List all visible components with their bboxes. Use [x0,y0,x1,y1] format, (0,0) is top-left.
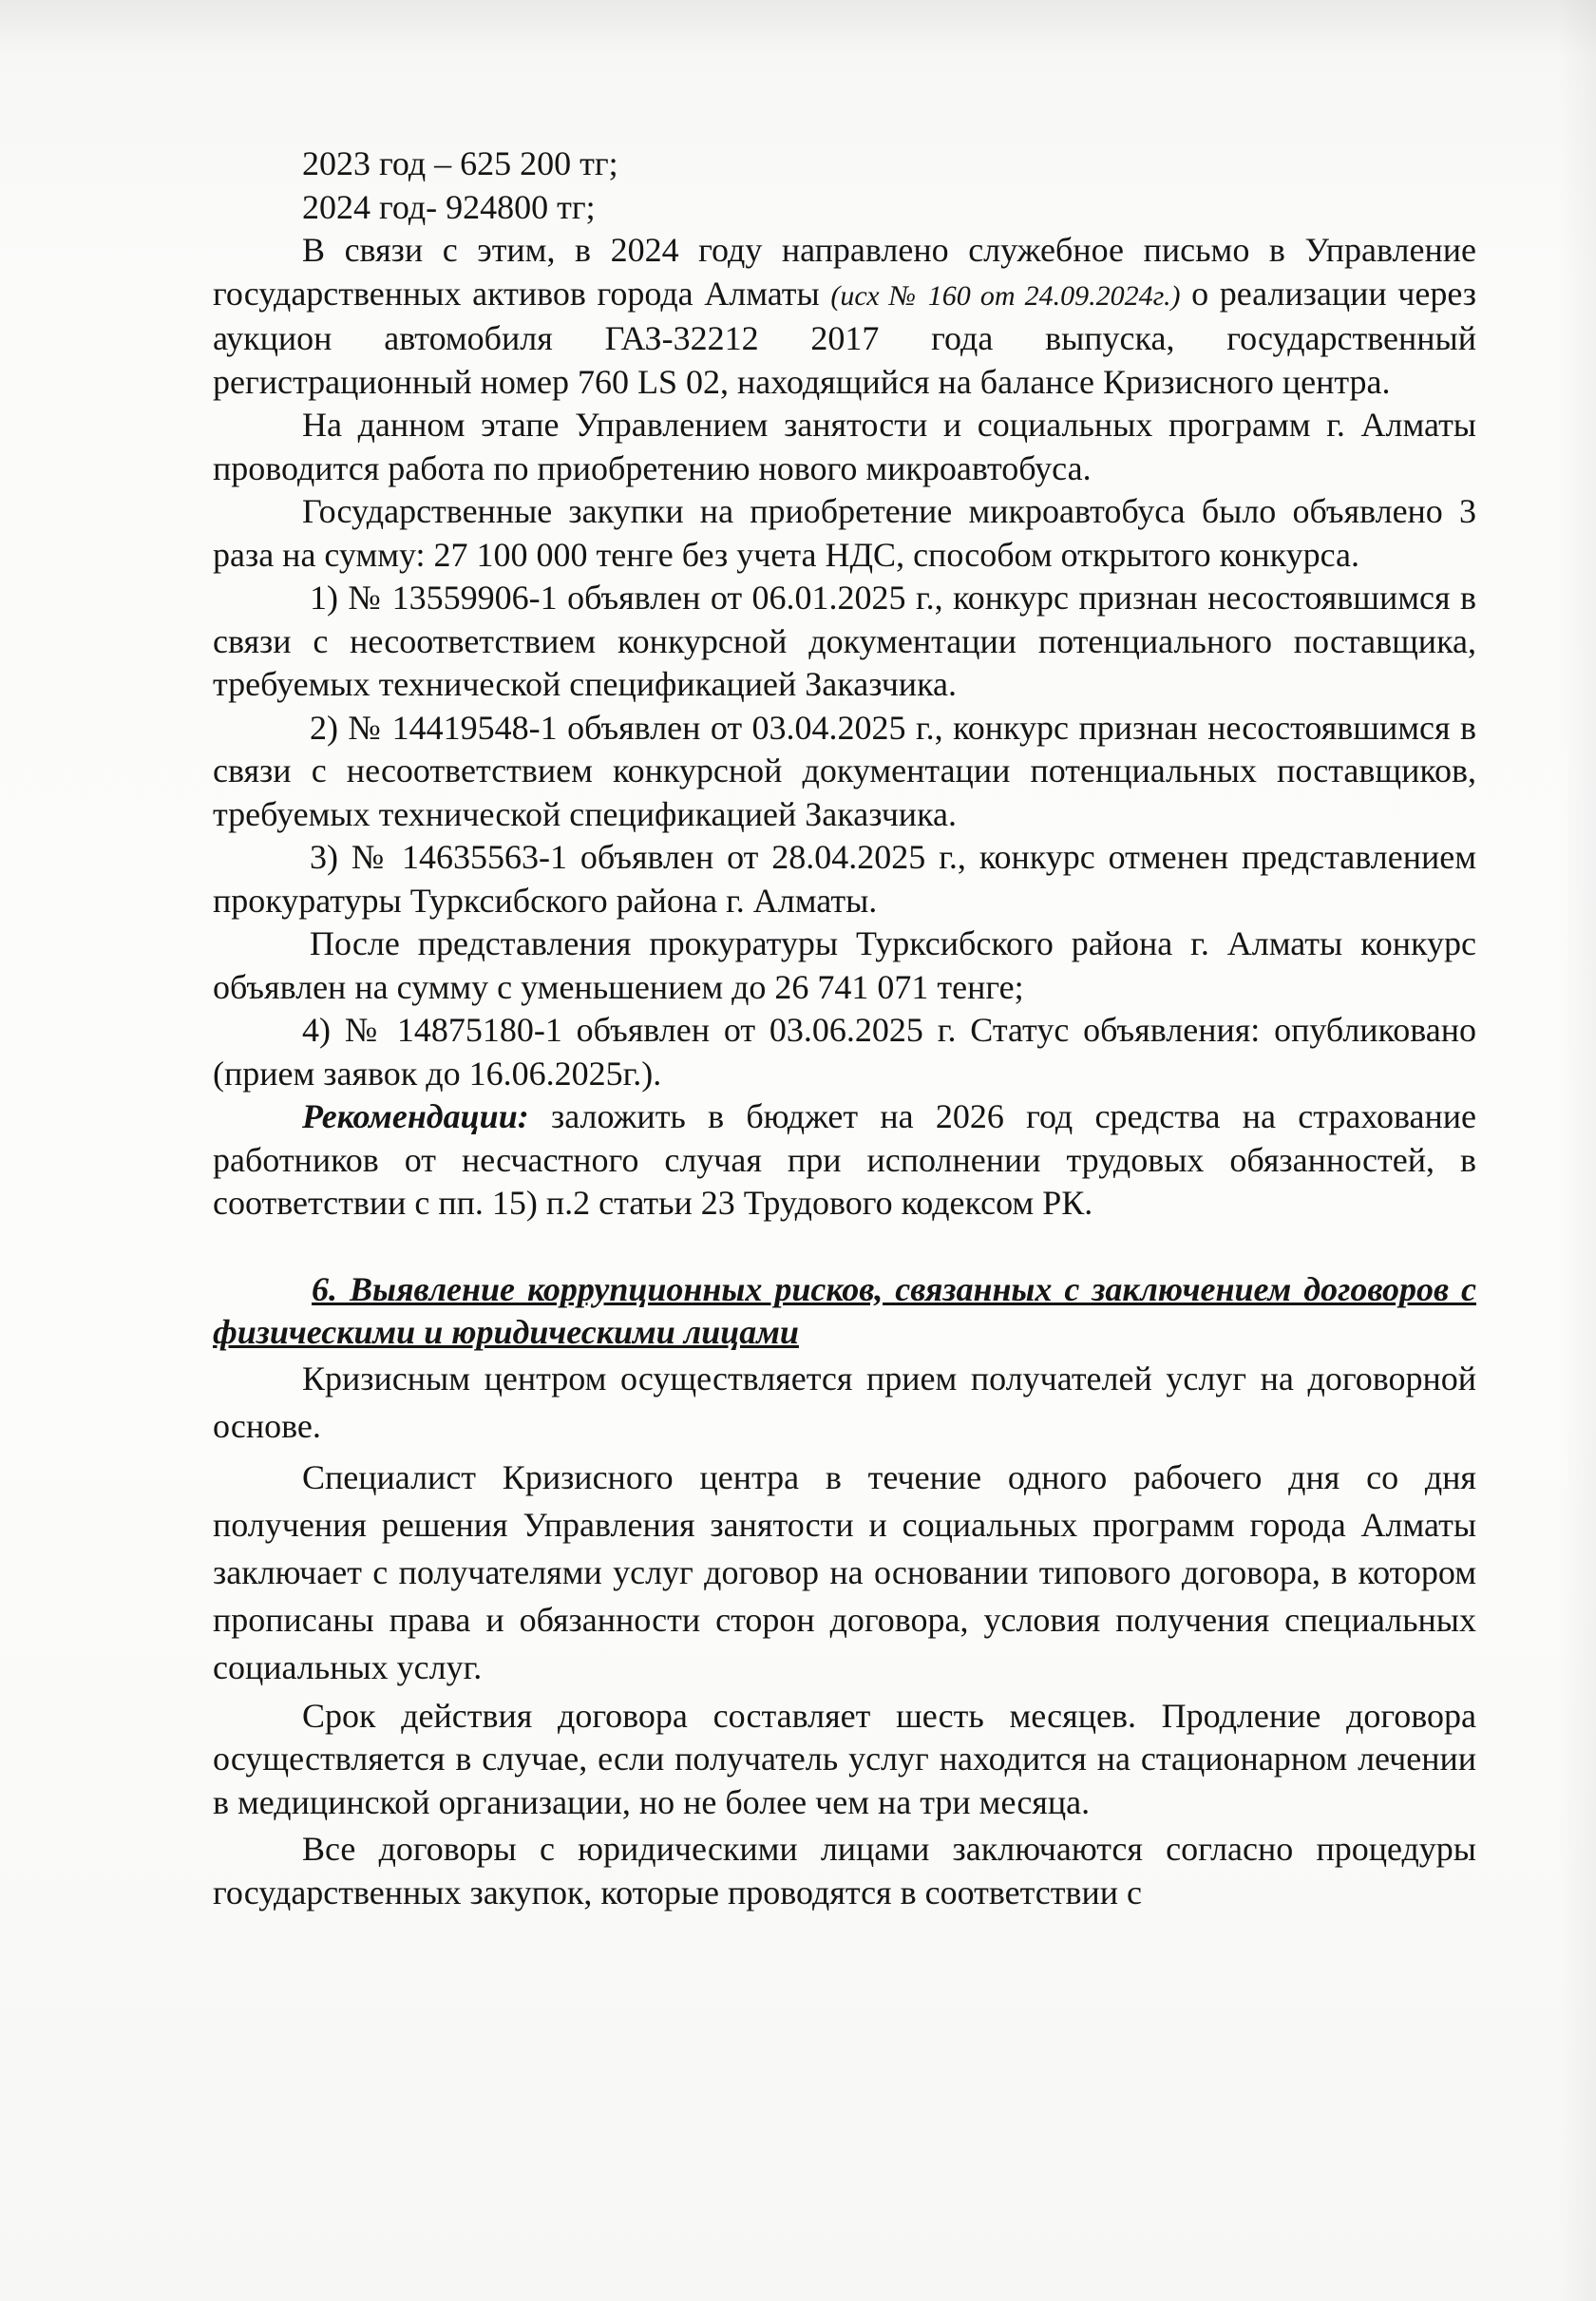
letter-reference: (исх № 160 от 24.09.2024г.) [830,279,1181,312]
recommendations-text: заложить в бюджет на 2026 год средства на страхование работников от несчастного случая при исполнении трудовых обязанностей, в соответствии с пп. 15) п.2 статьи 23 Трудового кодексом РК. [213,1097,1476,1222]
paragraph-procurement: Государственные закупки на приобретение микроавтобуса было объявлено 3 раза на сумму: 27 100 000 тенге без учета НДС, способом открытого конкурса. [213,492,1476,574]
paragraph-contract-term: Срок действия договора составляет шесть месяцев. Продление договора осуществляется в случае, если получатель услуг находится на стационарном лечении в медицинской организации, но не более чем на три месяца. [213,1696,1476,1821]
line-2024: 2024 год- 924800 тг; [302,187,596,226]
section-heading-6: 6. Выявление коррупционных рисков, связанных с заключением договоров с физическими и юридическими лицами [213,1269,1476,1351]
scan-shadow-top [0,0,1596,57]
paragraph-specialist: Специалист Кризисного центра в течение одного рабочего дня со дня получения решения Управления занятости и социальных программ города Алматы заключает с получателями услуг договор на основании типового договора, в котором прописаны права и обязанности сторон договора, условия получения специальных социальных услуг. [213,1457,1476,1686]
paragraph-after-prosecutor: После представления прокуратуры Турксибского района г. Алматы конкурс объявлен на сумму с уменьшением до 26 741 071 тенге; [213,924,1476,1006]
recommendations-label: Рекомендации: [302,1097,529,1135]
paragraph-legal-entities: Все договоры с юридическими лицами заключаются согласно процедуры государственных закупок, которые проводятся в соответствии с [213,1830,1476,1911]
procurement-item-2: 2) № 14419548-1 объявлен от 03.04.2025 г., конкурс признан несостоявшимся в связи с несоответствием конкурсной документации потенциальных поставщиков, требуемых технической спецификацией Заказчика. [213,708,1476,833]
document-body [213,143,1476,1914]
procurement-item-4: 4) № 14875180-1 объявлен от 03.06.2025 г. Статус объявления: опубликовано (прием заявок до 16.06.2025г.). [213,1011,1476,1093]
paragraph-letter-text: В связи с этим, в 2024 году направлено служебное письмо в Управление государственных активов города Алматы [213,231,1476,313]
procurement-item-3: 3) № 14635563-1 объявлен от 28.04.2025 г., конкурс отменен представлением прокуратуры Турксибского района г. Алматы. [213,838,1476,920]
paragraph-letter-text-continued: о реализации через аукцион автомобиля ГАЗ-32212 2017 года выпуска, государственный регистрационный номер 760 LS 02, находящийся на балансе Кризисного центра. [213,274,1477,401]
line-2023: 2023 год – 625 200 тг; [302,144,618,182]
paragraph-current-stage: На данном этапе Управлением занятости и социальных программ г. Алматы проводится работа по приобретению нового микроавтобуса. [213,406,1476,487]
paragraph-letter [213,229,1476,404]
paragraph-recommendations [213,1095,1476,1226]
procurement-item-1: 1) № 13559906-1 объявлен от 06.01.2025 г., конкурс признан несостоявшимся в связи с несоответствием конкурсной документации потенциального поставщика, требуемых технической спецификацией Заказчика. [213,579,1476,703]
scan-shadow-right [1558,0,1596,2301]
paragraph-contract-basis: Кризисным центром осуществляется прием получателей услуг на договорной основе. [213,1359,1476,1445]
